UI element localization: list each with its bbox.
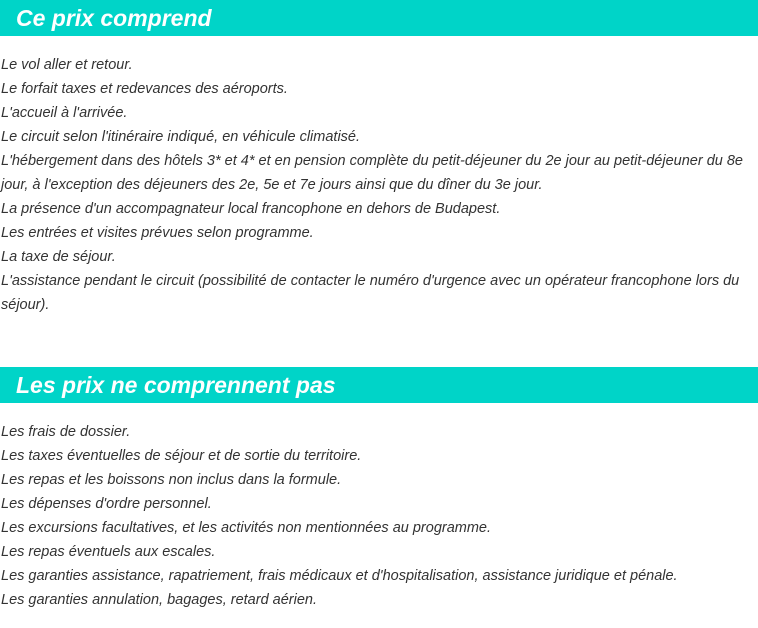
list-item: L'accueil à l'arrivée. [1,105,128,121]
list-item: La présence d'un accompagnateur local francophone en dehors de Budapest. [1,201,501,217]
list-item: Le vol aller et retour. [1,57,133,73]
list-item: Les entrées et visites prévues selon programme. [1,225,314,241]
list-item: L'assistance pendant le circuit (possibilité de contacter le numéro d'urgence avec un opérateur francophone lors du séjour). [1,273,740,313]
list-item: L'hébergement dans des hôtels 3* et 4* et en pension complète du petit-déjeuner du 2e jour au petit-déjeuner du 8e jour, à l'exception des déjeuners des 2e, 5e et 7e jours ainsi que du dîner du 3e jour. [1,153,743,193]
list-item: Les dépenses d'ordre personnel. [1,496,212,512]
not-included-list [0,420,758,612]
list-item: Les garanties annulation, bagages, retard aérien. [1,592,317,608]
list-item: Les repas et les boissons non inclus dans la formule. [1,472,342,488]
list-item: Les taxes éventuelles de séjour et de sortie du territoire. [1,448,362,464]
included-list [0,53,758,317]
list-item: Le forfait taxes et redevances des aéroports. [1,81,288,97]
list-item: La taxe de séjour. [1,249,116,265]
included-section-title: Ce prix comprend [0,0,758,36]
list-item: Le circuit selon l'itinéraire indiqué, en véhicule climatisé. [1,129,361,145]
list-item: Les frais de dossier. [1,424,131,440]
list-item: Les excursions facultatives, et les activités non mentionnées au programme. [1,520,492,536]
list-item: Les repas éventuels aux escales. [1,544,216,560]
list-item: Les garanties assistance, rapatriement, frais médicaux et d'hospitalisation, assistance juridique et pénale. [1,568,678,584]
not-included-section-title: Les prix ne comprennent pas [0,367,758,403]
